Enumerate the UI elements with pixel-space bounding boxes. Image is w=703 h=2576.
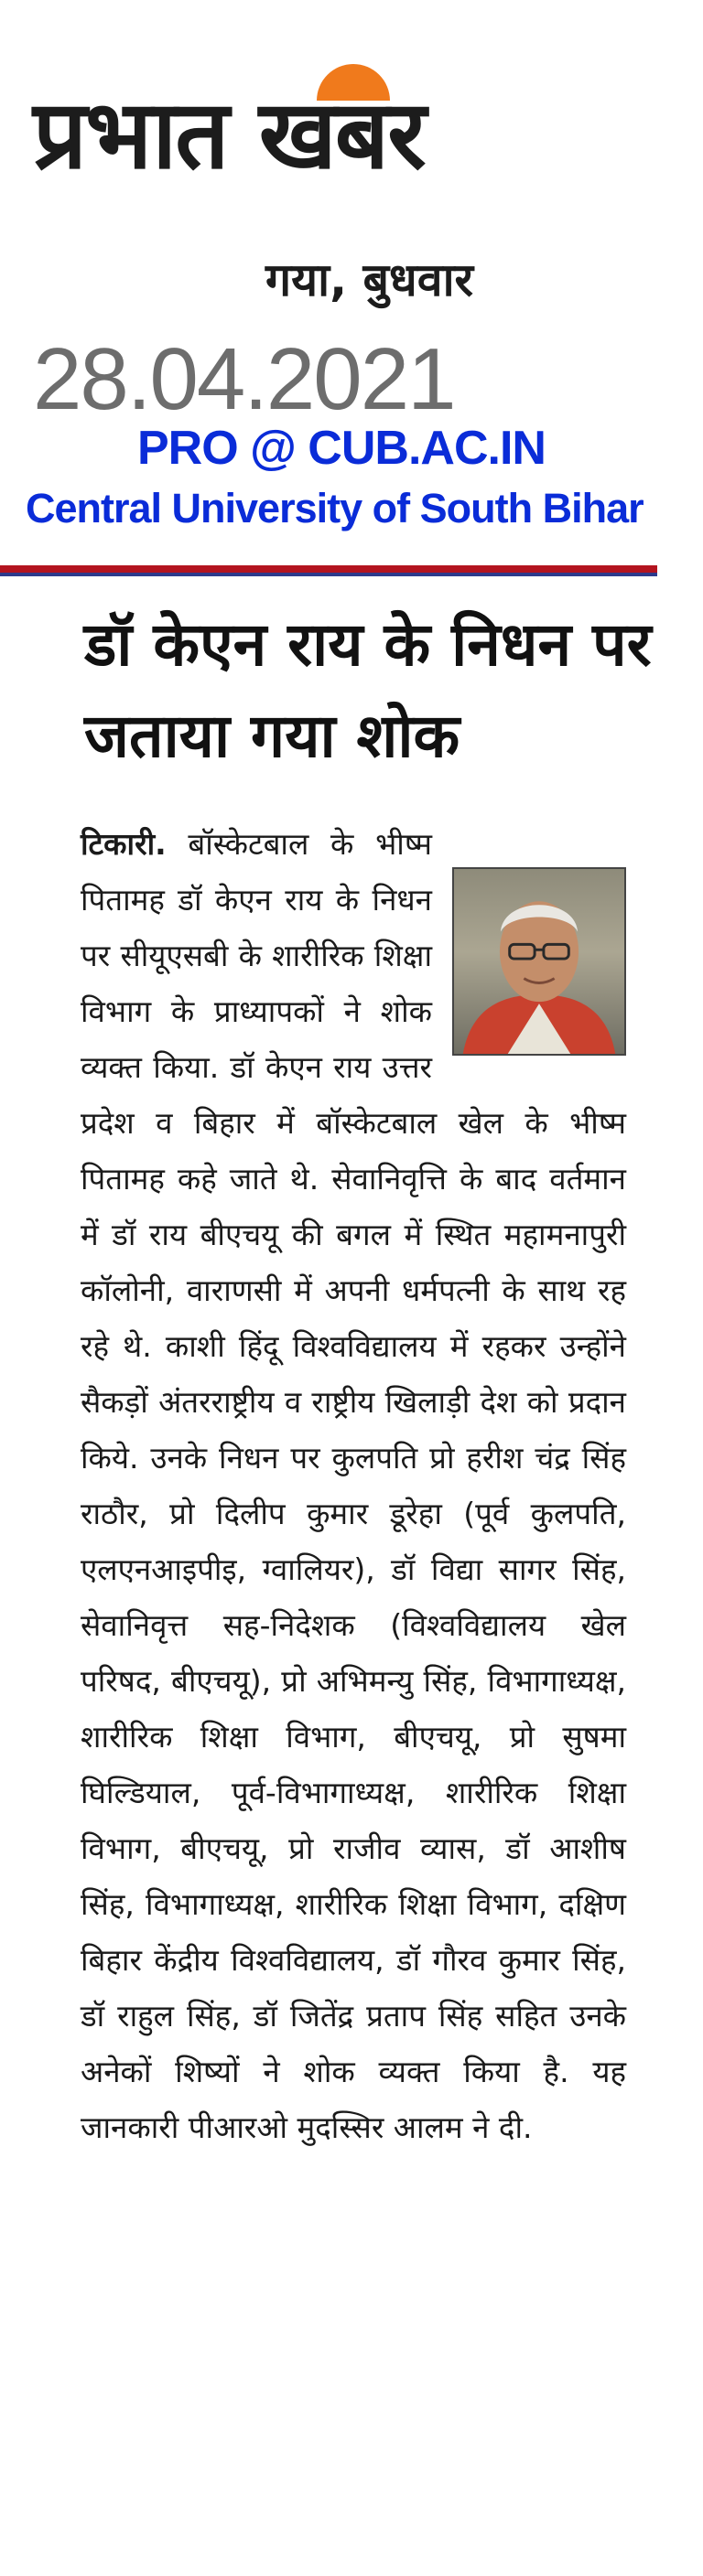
dateline: गया, बुधवार (265, 253, 474, 306)
portrait-person-icon (454, 869, 624, 1054)
divider-red (0, 565, 657, 573)
article-headline: डॉ केएन राय के निधन पर जताया गया शोक (84, 609, 652, 771)
article-text: बॉस्केटबाल के भीष्म पितामह डॉ केएन राय के निधन पर सीयूएसबी के शारीरिक शिक्षा विभाग के प्राध्यापकों ने शोक व्यक्त किया. डॉ केएन राय उत्तर प्रदेश व बिहार में बॉस्केटबाल खेल के भीष्म पितामह कहे जाते थे. सेवानिवृत्ति के बाद वर्तमान में डॉ राय बीएचयू की बगल में स्थित महामनापुरी कॉलोनी, वाराणसी में अपनी धर्मपत्नी के साथ रह रहे थे. काशी हिंदू विश्वविद्यालय में रहकर उन्होंने सैकड़ों अंतरराष्ट्रीय व राष्ट्रीय खिलाड़ी देश को प्रदान किये. उनके निधन पर कुलपति प्रो हरीश चंद्र सिंह राठौर, प्रो दिलीप कुमार डूरेहा (पूर्व कुलपति, एलएनआइपीइ, ग्वालियर), डॉ विद्या सागर सिंह, सेवानिवृत्त सह-निदेशक (विश्वविद्यालय खेल परिषद, बीएचयू), प्रो अभिमन्यु सिंह, विभागाध्यक्ष, शारीरिक शिक्षा विभाग, बीएचयू, प्रो सुषमा घिल्डियाल, पूर्व-विभागाध्यक्ष, शारीरिक शिक्षा विभाग, बीएचयू, प्रो राजीव व्यास, डॉ आशीष सिंह, विभागाध्यक्ष, शारीरिक शिक्षा विभाग, दक्षिण बिहार केंद्रीय विश्वविद्यालय, डॉ गौरव कुमार सिंह, डॉ राहुल सिंह, डॉ जितेंद्र प्रताप सिंह सहित उनके अनेकों शिष्यों ने शोक व्यक्त किया है. यह जानकारी पीआरओ मुदस्सिर आलम ने दी. (81, 826, 626, 2145)
newspaper-logo: प्रभात खबर (33, 79, 425, 190)
masthead (33, 59, 582, 196)
source-institution: Central University of South Bihar (26, 485, 644, 531)
source-email: PRO @ CUB.AC.IN (137, 422, 546, 475)
article-body (81, 816, 626, 2155)
publication-date: 28.04.2021 (33, 330, 455, 428)
place-name: टिकारी. (81, 826, 167, 862)
portrait-photo (452, 867, 626, 1056)
divider-blue (0, 573, 657, 576)
